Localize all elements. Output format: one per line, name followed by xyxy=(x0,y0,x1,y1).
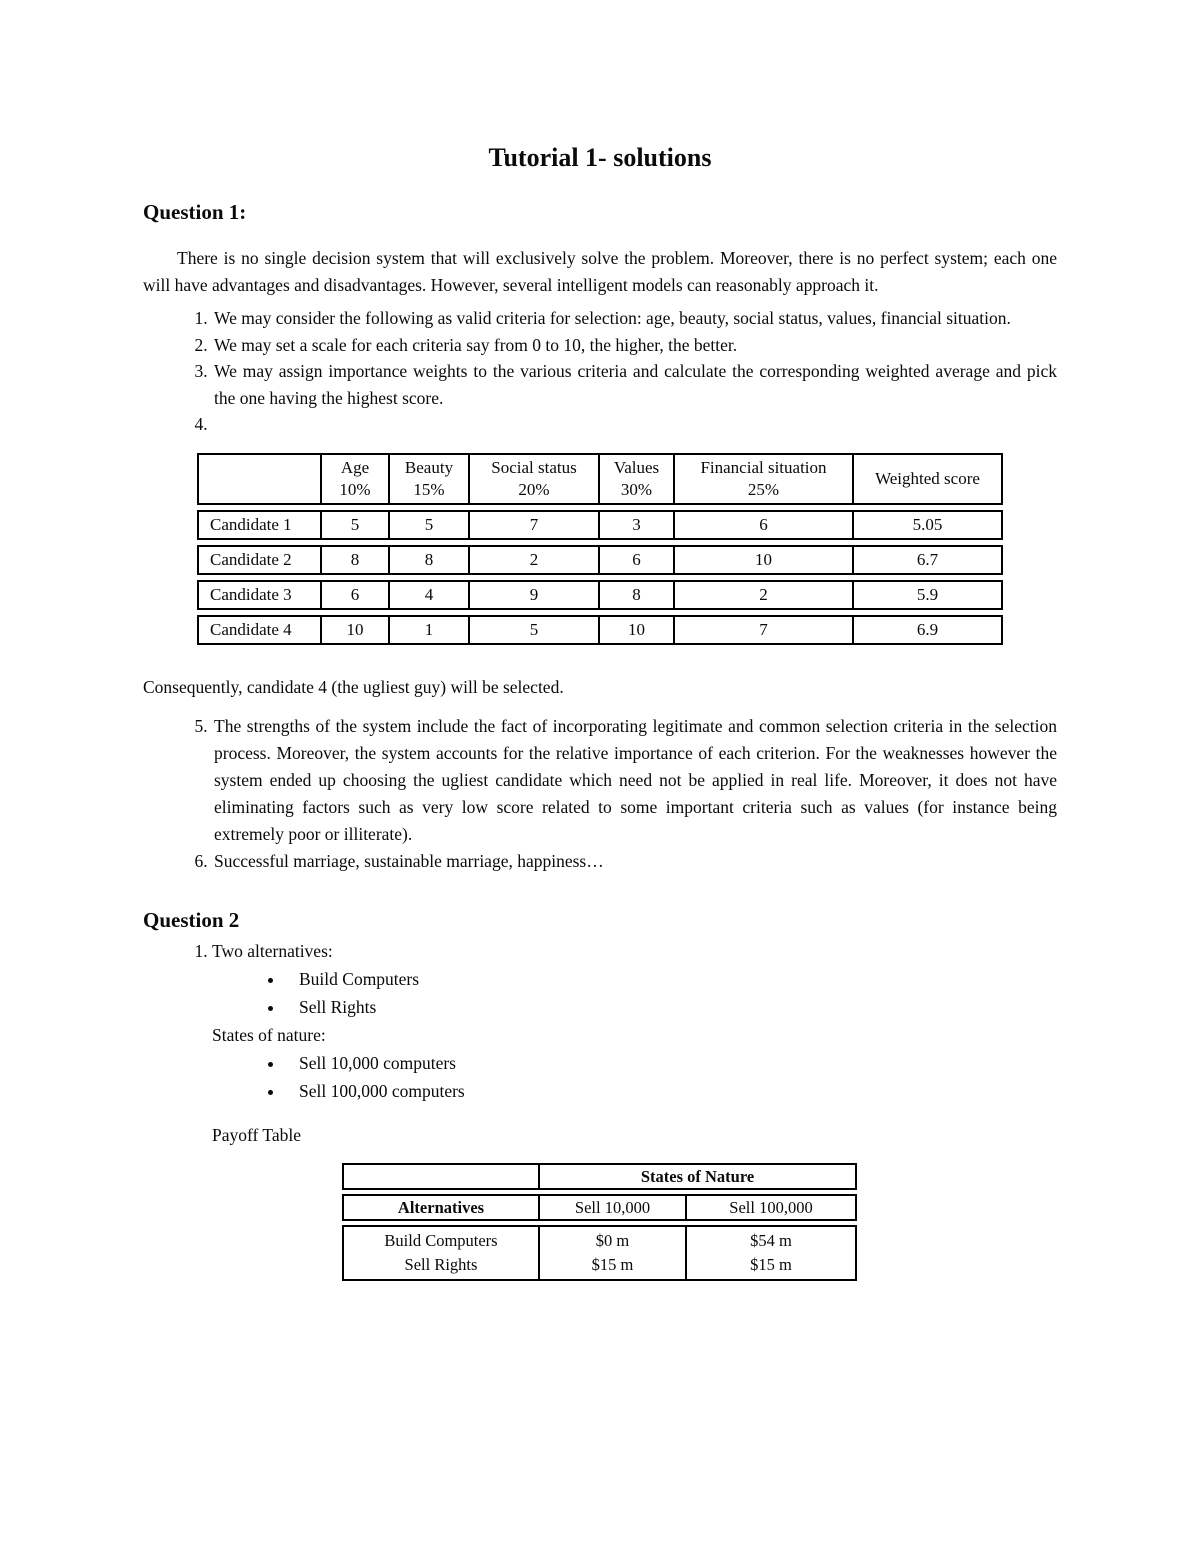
list-item xyxy=(212,358,1057,411)
table-subheader-row xyxy=(342,1194,857,1221)
alternative-name: Build Computers xyxy=(384,1230,498,1250)
list-item xyxy=(212,332,1057,359)
table-row xyxy=(197,615,1003,645)
payoff-value: $54 m xyxy=(750,1230,792,1250)
list-item-text: Successful marriage, sustainable marriage, happiness… xyxy=(214,850,604,871)
value-cell: 5 xyxy=(388,510,468,540)
value-cell: 6 xyxy=(673,510,852,540)
value-cell: 5 xyxy=(468,615,598,645)
value-cell: 9 xyxy=(468,580,598,610)
value-cell: 7 xyxy=(468,510,598,540)
criterion-name: Age xyxy=(340,457,370,477)
row-label-cell: Candidate 2 xyxy=(197,545,320,575)
alternative-name: Sell Rights xyxy=(404,1254,478,1274)
criterion-name: Financial situation xyxy=(700,457,827,477)
criterion-weight: 10% xyxy=(339,479,371,499)
value-cell: 10 xyxy=(673,545,852,575)
row-label-cell: Candidate 4 xyxy=(197,615,320,645)
column-header-cell: Sell 100,000 xyxy=(685,1194,857,1221)
list-item-text: We may consider the following as valid criteria for selection: age, beauty, social status, values, financial situation. xyxy=(214,308,1011,328)
payoff-cell xyxy=(538,1225,685,1281)
criterion-name: Social status xyxy=(491,457,577,477)
payoff-cell xyxy=(685,1225,857,1281)
criterion-name: Values xyxy=(613,457,660,477)
q2-list xyxy=(143,937,1057,1149)
score-cell: 6.7 xyxy=(852,545,1003,575)
value-cell: 8 xyxy=(320,545,388,575)
criterion-weight: 30% xyxy=(620,479,653,499)
value-cell: 5 xyxy=(320,510,388,540)
states-of-nature-label: States of nature: xyxy=(212,1024,326,1045)
question-1-heading: Question 1: xyxy=(143,200,247,224)
criterion-weight: 20% xyxy=(518,479,550,499)
candidates-table xyxy=(197,448,1003,650)
document-title: Tutorial 1- solutions xyxy=(488,143,712,172)
bullet-item: • Build Computers xyxy=(285,965,1057,993)
list-item-text: We may set a scale for each criteria say from 0 to 10, the higher, the better. xyxy=(214,334,738,355)
bullet-item: • Sell Rights xyxy=(285,993,1057,1021)
list-item xyxy=(212,713,1057,848)
value-cell: 1 xyxy=(388,615,468,645)
value-cell: 4 xyxy=(388,580,468,610)
row-label-cell: Candidate 1 xyxy=(197,510,320,540)
payoff-value: $0 m xyxy=(595,1230,630,1250)
list-item xyxy=(212,937,1057,1149)
payoff-table-label: Payoff Table xyxy=(212,1124,302,1145)
table-row xyxy=(342,1225,857,1281)
payoff-table xyxy=(342,1159,857,1285)
table-row xyxy=(197,510,1003,540)
q1-conclusion-paragraph: Consequently, candidate 4 (the ugliest guy) will be selected. xyxy=(143,676,564,697)
column-header-cell xyxy=(852,453,1003,505)
criterion-name: Beauty xyxy=(404,457,454,477)
value-cell: 10 xyxy=(320,615,388,645)
states-bullet-list xyxy=(212,1049,1057,1105)
bullet-item: • Sell 100,000 computers xyxy=(285,1077,1057,1105)
alternatives-bullet-list xyxy=(212,965,1057,1021)
column-header-cell xyxy=(320,453,388,505)
alternatives-label: Two alternatives: xyxy=(212,940,333,961)
states-of-nature-header-cell: States of Nature xyxy=(538,1163,857,1190)
value-cell: 10 xyxy=(598,615,673,645)
blank-header-cell xyxy=(197,453,320,505)
payoff-value: $15 m xyxy=(750,1254,792,1274)
blank-header-cell xyxy=(342,1163,538,1190)
value-cell: 6 xyxy=(598,545,673,575)
payoff-value: $15 m xyxy=(591,1254,634,1274)
value-cell: 7 xyxy=(673,615,852,645)
criterion-weight: 15% xyxy=(413,479,445,499)
q1-intro-paragraph: There is no single decision system that will exclusively solve the problem. Moreover, there is no perfect system; each one will have advantages and disadvantages. However, several intelligent models can reasonably approach it. xyxy=(143,248,1057,295)
q1-steps-list xyxy=(143,305,1057,438)
value-cell: 8 xyxy=(388,545,468,575)
list-item-text: We may assign importance weights to the various criteria and calculate the corresponding weighted average and pick the one having the highest score. xyxy=(214,361,1057,408)
column-header-cell xyxy=(388,453,468,505)
list-item xyxy=(212,305,1057,332)
table-row xyxy=(197,545,1003,575)
list-item-text: The strengths of the system include the fact of incorporating legitimate and common selection criteria in the selection process. Moreover, the system accounts for the relative importance of each criterion. For the weaknesses however the system ended up choosing the ugliest candidate which need not be applied in real life. Moreover, it does not have eliminating factors such as very low score related to some important criteria such as values (for instance being extremely poor or illiterate). xyxy=(214,715,1057,844)
list-item xyxy=(212,848,1057,875)
question-2-heading: Question 2 xyxy=(143,907,240,932)
q1-discussion-list xyxy=(143,713,1057,875)
score-cell: 6.9 xyxy=(852,615,1003,645)
column-header-cell xyxy=(673,453,852,505)
row-label-cell: Candidate 3 xyxy=(197,580,320,610)
criterion-weight: 25% xyxy=(747,479,780,499)
value-cell: 2 xyxy=(673,580,852,610)
value-cell: 8 xyxy=(598,580,673,610)
score-cell: 5.9 xyxy=(852,580,1003,610)
column-header-cell: Sell 10,000 xyxy=(538,1194,685,1221)
list-item xyxy=(212,411,1057,438)
value-cell: 3 xyxy=(598,510,673,540)
table-header-row xyxy=(342,1163,857,1190)
bullet-item: • Sell 10,000 computers xyxy=(285,1049,1057,1077)
score-cell: 5.05 xyxy=(852,510,1003,540)
column-header-cell xyxy=(598,453,673,505)
table-row xyxy=(197,580,1003,610)
table-header-row xyxy=(197,453,1003,505)
column-header-cell xyxy=(468,453,598,505)
value-cell: 6 xyxy=(320,580,388,610)
alternatives-header-cell: Alternatives xyxy=(342,1194,538,1221)
criterion-name: Weighted score xyxy=(875,468,980,488)
alternatives-cell xyxy=(342,1225,538,1281)
value-cell: 2 xyxy=(468,545,598,575)
